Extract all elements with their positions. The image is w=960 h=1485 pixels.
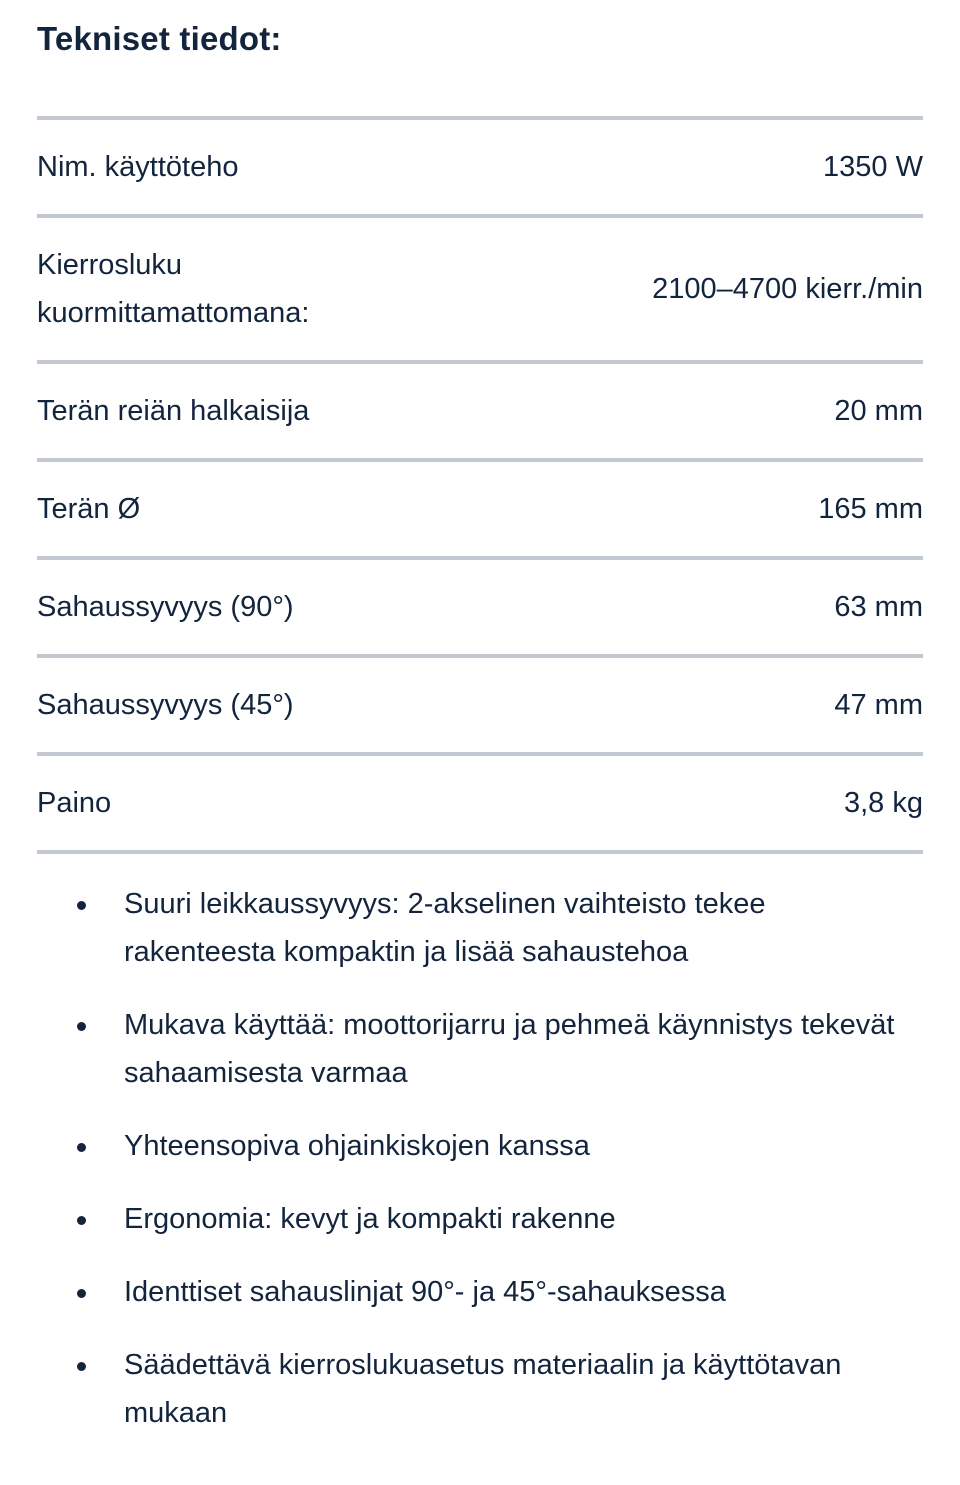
list-item xyxy=(37,880,923,976)
section-title: Tekniset tiedot: xyxy=(37,20,282,57)
spec-value: 47 mm xyxy=(834,689,923,721)
feature-text: Ergonomia: kevyt ja kompakti rakenne xyxy=(124,1203,616,1235)
spec-label: Nim. käyttöteho xyxy=(37,151,239,183)
spec-label: Sahaussyvyys (45°) xyxy=(37,689,294,721)
list-item xyxy=(37,1122,923,1170)
bullet-icon xyxy=(77,1362,86,1371)
spec-row-blade-diameter xyxy=(37,462,923,560)
spec-row-no-load-speed xyxy=(37,218,923,364)
list-item xyxy=(37,1268,923,1316)
spec-value: 2100–4700 kierr./min xyxy=(652,273,923,305)
list-item xyxy=(37,1001,923,1097)
spec-table xyxy=(37,116,923,854)
feature-list xyxy=(37,880,923,1437)
spec-row-cut-depth-45 xyxy=(37,658,923,756)
spec-row-rated-power xyxy=(37,120,923,218)
spec-label: Terän Ø xyxy=(37,493,141,525)
spec-value: 165 mm xyxy=(818,493,923,525)
bullet-icon xyxy=(77,1022,86,1031)
spec-label: Terän reiän halkaisija xyxy=(37,395,310,427)
feature-text: Identtiset sahauslinjat 90°- ja 45°-sahauksessa xyxy=(124,1276,726,1308)
feature-text: Mukava käyttää: moottorijarru ja pehmeä käynnistys tekevät sahaamisesta varmaa xyxy=(124,1009,895,1089)
spec-value: 3,8 kg xyxy=(844,787,923,819)
bullet-icon xyxy=(77,1216,86,1225)
spec-label: Kierrosluku kuormittamattomana: xyxy=(37,249,310,329)
feature-text: Yhteensopiva ohjainkiskojen kanssa xyxy=(124,1130,590,1162)
feature-text: Suuri leikkaussyvyys: 2-akselinen vaihteisto tekee rakenteesta kompaktin ja lisää sahaustehoa xyxy=(124,888,766,968)
list-item xyxy=(37,1341,923,1437)
list-item xyxy=(37,1195,923,1243)
spec-row-bore-diameter xyxy=(37,364,923,462)
spec-row-cut-depth-90 xyxy=(37,560,923,658)
spec-value: 63 mm xyxy=(834,591,923,623)
spec-label: Sahaussyvyys (90°) xyxy=(37,591,294,623)
spec-label: Paino xyxy=(37,787,112,819)
bullet-icon xyxy=(77,1143,86,1152)
spec-value: 20 mm xyxy=(834,395,923,427)
bullet-icon xyxy=(77,901,86,910)
spec-value: 1350 W xyxy=(823,151,923,183)
bullet-icon xyxy=(77,1289,86,1298)
spec-row-weight xyxy=(37,756,923,854)
feature-text: Säädettävä kierroslukuasetus materiaalin ja käyttötavan mukaan xyxy=(124,1349,842,1429)
